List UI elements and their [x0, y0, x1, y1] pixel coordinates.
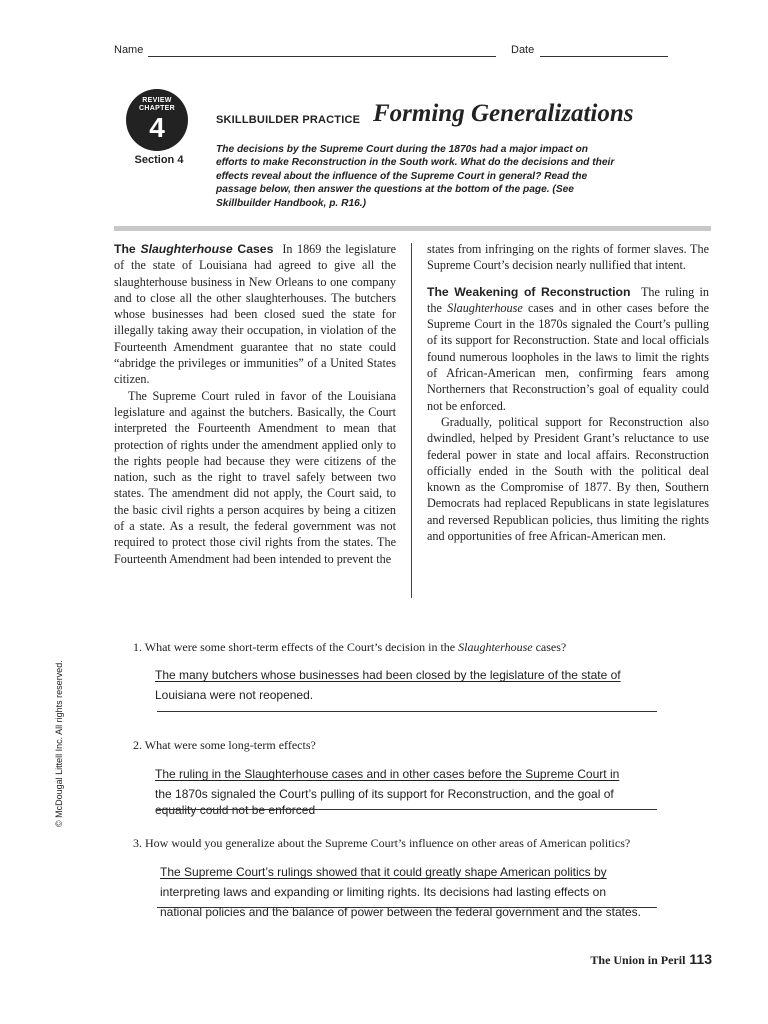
- answer-line: Louisiana were not reopened.: [155, 688, 314, 702]
- question-text: cases?: [532, 640, 567, 654]
- paragraph-3-text: The ruling in the: [427, 284, 710, 315]
- paragraph-2: The Supreme Court ruled in favor of the Louisiana legislature and against the butchers. Basically, the Court interpreted the Fourteenth Amendment to mean that protection of rights under the amendment applied only to the rights people had because they were citizens of the nation, such as the right to travel safely between two states. The amendment did not apply, the Court said, to the basic civil rights a person acquires by being a citizen of a state. As a result, the federal government was not required to protect those civil rights from the states. The Fourteenth Amendment had been intended to prevent the: [114, 388, 396, 566]
- heading-part: The: [114, 242, 141, 256]
- answer-rule: [157, 809, 657, 810]
- page-number: 113: [689, 951, 712, 967]
- heading-part: Cases: [232, 242, 274, 256]
- answer-3[interactable]: [160, 862, 700, 922]
- intro-text: The decisions by the Supreme Court during the 1870s had a major impact on efforts to make Reconstruction in the South work. What do the decisions and their effects reveal about the influence of the Supreme Court in general? Read the passage below, then answer the questions at the bottom of the page. (See Skillbuilder Handbook, p. R16.): [216, 144, 615, 209]
- question-text: 1. What were some short-term effects of the Court’s decision in the: [133, 640, 459, 654]
- question-1: [133, 640, 566, 655]
- paragraph-4: Gradually, political support for Reconstruction also dwindled, helped by President Grant’s reluctance to use federal power in state and local affairs. Reconstruction officially ended in the South with the political deal known as the Compromise of 1877. By then, Southern Democrats had replaced Republicans in state legislatures and reversed Republican policies, thus limiting the rights and opportunities of free African-American men.: [427, 414, 709, 544]
- answer-line: The Supreme Court’s rulings showed that it could greatly shape American politics by: [160, 865, 607, 879]
- chapter-badge: [126, 89, 188, 151]
- paragraph-2-continued: states from infringing on the rights of former slaves. The Supreme Court’s decision nearly nullified that intent.: [427, 242, 709, 273]
- page-title: Forming Generalizations: [373, 100, 634, 127]
- answer-1[interactable]: [155, 665, 675, 705]
- answer-line: The many butchers whose businesses had been closed by the legislature of the state of: [155, 668, 621, 682]
- passage-column-right: [427, 241, 709, 544]
- paragraph-1: [114, 241, 396, 388]
- badge-review-text: REVIEW: [142, 97, 172, 104]
- answer-line: interpreting laws and expanding or limiting rights. Its decisions had lasting effects on: [160, 885, 607, 899]
- heading-weakening: The Weakening of Reconstruction: [427, 284, 631, 299]
- paragraph-3-text: cases and in other cases before the Supreme Court in the 1870s signaled the Court’s pulling of its support for Reconstruction. State and local officials found numerous loopholes in the laws to limit the rights of African-American men, confirming fears among Northerners that Reconstruction’s goal of equality could not be enforced.: [427, 300, 710, 413]
- question-3: 3. How would you generalize about the Supreme Court’s influence on other areas of American politics?: [133, 836, 631, 850]
- header-rule: [114, 226, 711, 231]
- skillbuilder-label: SKILLBUILDER PRACTICE: [216, 114, 361, 126]
- paragraph-3: [427, 284, 709, 414]
- question-italic: Slaughterhouse: [458, 640, 533, 654]
- answer-rule: [157, 907, 657, 908]
- badge-chapter-number: 4: [149, 112, 165, 143]
- heading-slaughterhouse: [114, 242, 273, 256]
- passage-column-left: [114, 241, 396, 567]
- answer-rule: [157, 711, 657, 712]
- badge-chapter-text: CHAPTER: [139, 105, 175, 112]
- paragraph-1-text: In 1869 the legislature of the state of Louisiana had agreed to give all the slaughterhouse business in New Orleans to one company and to close all the other slaughterhouses. The butchers whose businesses had been closed sued the state for illegally taking away their occupation, in violation of the Fourteenth Amendment guarantee that no state could “abridge the privileges or immunities” of a United States citizen.: [114, 242, 396, 387]
- date-label: Date: [511, 44, 535, 56]
- copyright-notice: © McDougal Littell Inc. All rights reserved.: [54, 660, 64, 827]
- answer-line: equality could not be enforced: [155, 803, 316, 817]
- heading-italic: Slaughterhouse: [140, 242, 233, 256]
- paragraph-3-italic: Slaughterhouse: [447, 300, 523, 315]
- answer-line: the 1870s signaled the Court’s pulling of its support for Reconstruction, and the goal of: [155, 787, 614, 801]
- page-footer: [560, 951, 712, 968]
- name-field[interactable]: [148, 56, 496, 57]
- date-field[interactable]: [540, 56, 668, 57]
- column-divider: [411, 243, 412, 598]
- answer-line: The ruling in the Slaughterhouse cases and in other cases before the Supreme Court in: [155, 767, 620, 781]
- question-2: 2. What were some long-term effects?: [133, 738, 316, 752]
- section-label: Section 4: [134, 154, 184, 166]
- footer-title: The Union in Peril: [590, 953, 686, 967]
- answer-line: national policies and the balance of power between the federal government and the states.: [160, 905, 641, 919]
- name-label: Name: [114, 44, 144, 56]
